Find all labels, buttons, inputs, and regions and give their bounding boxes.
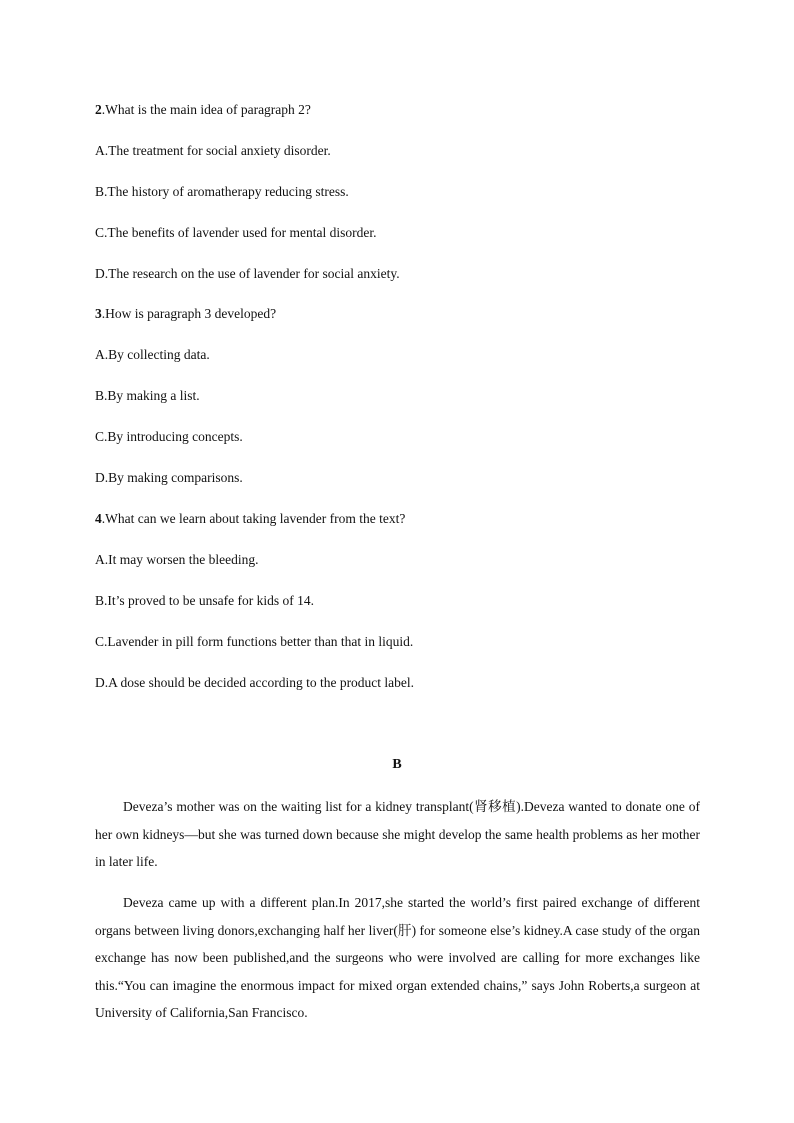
question-4-stem — [95, 510, 405, 528]
question-2-option-c: C.The benefits of lavender used for mental disorder. — [95, 225, 377, 240]
question-2-stem — [95, 101, 311, 119]
question-3-number: 3 — [95, 306, 102, 321]
question-4-option-b: B.It’s proved to be unsafe for kids of 14. — [95, 593, 314, 608]
question-3-option-d: D.By making comparisons. — [95, 470, 243, 485]
question-4-number: 4 — [95, 511, 102, 526]
question-2-text: .What is the main idea of paragraph 2? — [101, 102, 311, 117]
question-4-option-c: C.Lavender in pill form functions better than that in liquid. — [95, 634, 414, 649]
question-2-number: 2 — [95, 102, 102, 117]
question-3-option-c: C.By introducing concepts. — [95, 429, 243, 444]
question-3-text: .How is paragraph 3 developed? — [101, 306, 277, 321]
question-3-stem — [95, 305, 276, 323]
passage-b-paragraph-2: Deveza came up with a different plan.In 2017,she started the world’s first paired exchange of different organs between living donors,exchanging half her liver(肝) for someone else’s kidney.A case study of the organ exchange has now been published,and the surgeons who were involved are calling for more exchanges like this.“You can imagine the enormous impact for mixed organ extended chains,” says John Roberts,a surgeon at University of California,San Francisco. — [95, 895, 700, 1020]
question-2-option-d: D.The research on the use of lavender for social anxiety. — [95, 266, 400, 281]
passage-b-title: B — [392, 757, 402, 772]
question-2-option-a: A.The treatment for social anxiety disorder. — [95, 143, 331, 158]
passage-b-paragraph-1: Deveza’s mother was on the waiting list for a kidney transplant(肾移植).Deveza wanted to donate one of her own kidneys—but she was turned down because she might develop the same health problems as her mother in later life. — [95, 799, 700, 869]
question-4-text: .What can we learn about taking lavender from the text? — [101, 511, 406, 526]
question-4-option-d: D.A dose should be decided according to the product label. — [95, 675, 415, 690]
question-3-option-a: A.By collecting data. — [95, 347, 210, 362]
question-2-option-b: B.The history of aromatherapy reducing stress. — [95, 184, 349, 199]
question-4-option-a: A.It may worsen the bleeding. — [95, 552, 259, 567]
question-3-option-b: B.By making a list. — [95, 388, 200, 403]
